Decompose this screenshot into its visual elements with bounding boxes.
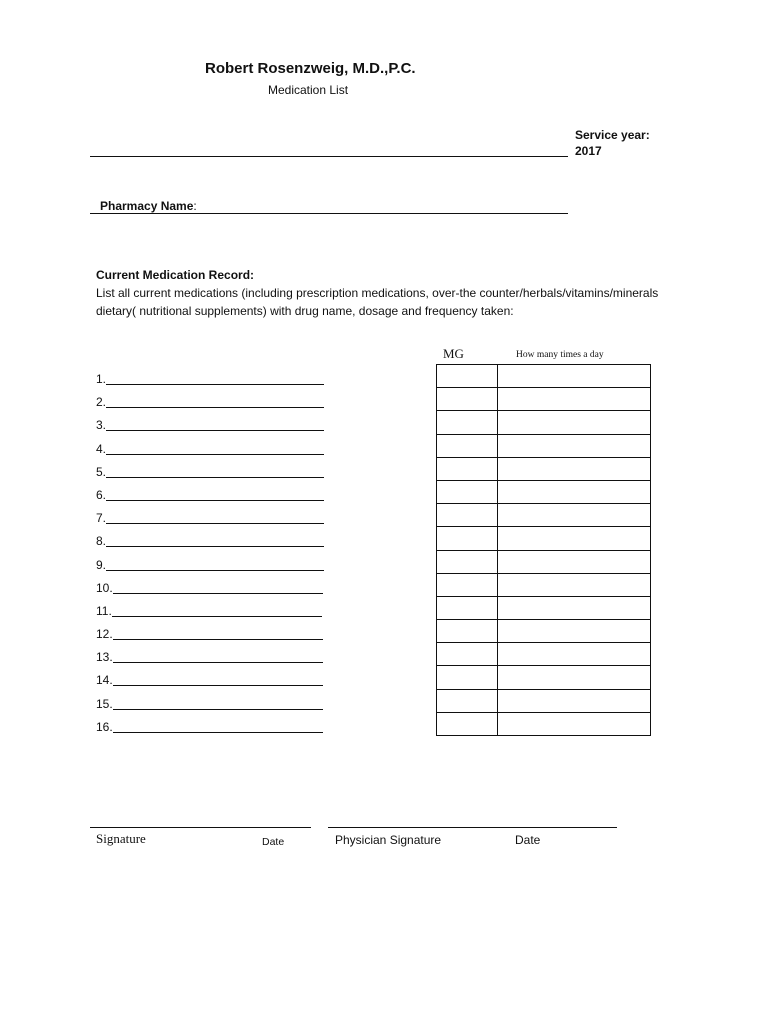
- medication-record-heading: Current Medication Record:: [96, 268, 255, 282]
- frequency-cell[interactable]: [498, 666, 651, 689]
- medication-name-input-line[interactable]: [106, 534, 324, 547]
- service-year-input-line[interactable]: [90, 156, 568, 157]
- mg-cell[interactable]: [437, 596, 498, 619]
- frequency-cell[interactable]: [498, 411, 651, 434]
- mg-cell[interactable]: [437, 434, 498, 457]
- medication-number: 3.: [96, 418, 107, 433]
- frequency-cell[interactable]: [498, 550, 651, 573]
- medication-number: 14.: [96, 673, 113, 688]
- table-row: [437, 666, 651, 689]
- frequency-cell[interactable]: [498, 504, 651, 527]
- medication-name-input-line[interactable]: [106, 418, 324, 431]
- medication-name-input-line[interactable]: [106, 465, 324, 478]
- medication-row: [96, 488, 324, 511]
- medication-name-input-line[interactable]: [106, 442, 324, 455]
- mg-cell[interactable]: [437, 643, 498, 666]
- mg-cell[interactable]: [437, 457, 498, 480]
- mg-cell[interactable]: [437, 388, 498, 411]
- medication-row: [96, 418, 324, 441]
- column-header-frequency: How many times a day: [516, 350, 604, 360]
- physician-signature-label: Physician Signature: [335, 833, 442, 847]
- signature-input-line[interactable]: [90, 827, 311, 828]
- medication-row: [96, 581, 324, 604]
- physician-signature-input-line[interactable]: [328, 827, 617, 828]
- medication-number: 5.: [96, 464, 107, 479]
- table-row: [437, 480, 651, 503]
- medication-name-input-line[interactable]: [112, 604, 322, 617]
- table-row: [437, 643, 651, 666]
- medication-number: 16.: [96, 719, 113, 734]
- medication-row: [96, 673, 324, 696]
- frequency-cell[interactable]: [498, 388, 651, 411]
- medication-row: [96, 372, 324, 395]
- medication-name-input-line[interactable]: [113, 720, 323, 733]
- mg-cell[interactable]: [437, 712, 498, 735]
- frequency-cell[interactable]: [498, 643, 651, 666]
- practice-title: Robert Rosenzweig, M.D.,P.C.: [205, 60, 416, 77]
- medication-row: [96, 627, 324, 650]
- medication-row: [96, 395, 324, 418]
- mg-cell[interactable]: [437, 480, 498, 503]
- dosage-frequency-table: [436, 364, 651, 736]
- medication-row: [96, 604, 324, 627]
- medication-number: 13.: [96, 650, 113, 665]
- medication-number: 1.: [96, 372, 107, 386]
- mg-cell[interactable]: [437, 666, 498, 689]
- pharmacy-name-colon: :: [193, 199, 197, 213]
- frequency-cell[interactable]: [498, 689, 651, 712]
- medication-row: [96, 465, 324, 488]
- table-row: [437, 689, 651, 712]
- medication-number: 9.: [96, 557, 107, 572]
- table-row: [437, 550, 651, 573]
- table-row: [437, 712, 651, 735]
- mg-cell[interactable]: [437, 550, 498, 573]
- table-row: [437, 573, 651, 596]
- medication-name-input-line[interactable]: [113, 697, 323, 710]
- medication-number: 8.: [96, 534, 107, 549]
- mg-cell[interactable]: [437, 411, 498, 434]
- medication-row: [96, 558, 324, 581]
- frequency-cell[interactable]: [498, 457, 651, 480]
- medication-name-input-line[interactable]: [106, 372, 324, 385]
- medication-row: [96, 650, 324, 673]
- service-year-value: 2017: [575, 144, 602, 158]
- signature-label: Signature: [96, 831, 146, 846]
- mg-cell[interactable]: [437, 620, 498, 643]
- pharmacy-name-label: [100, 199, 197, 213]
- medication-row: [96, 534, 324, 557]
- frequency-cell[interactable]: [498, 434, 651, 457]
- frequency-cell[interactable]: [498, 620, 651, 643]
- medication-name-input-line[interactable]: [106, 395, 324, 408]
- frequency-cell[interactable]: [498, 480, 651, 503]
- medication-name-input-line[interactable]: [106, 488, 324, 501]
- signature-date-label: Date: [262, 836, 285, 848]
- frequency-cell[interactable]: [498, 573, 651, 596]
- medication-name-input-line[interactable]: [113, 627, 323, 640]
- table-row: [437, 527, 651, 550]
- instructions-line-1: List all current medications (including prescription medications, over-the counter/herbals/vitamins/minerals: [96, 286, 659, 300]
- frequency-cell[interactable]: [498, 596, 651, 619]
- medication-name-input-line[interactable]: [113, 673, 323, 686]
- medication-number: 12.: [96, 627, 113, 642]
- mg-cell[interactable]: [437, 365, 498, 388]
- medication-number: 7.: [96, 511, 107, 526]
- medication-row: [96, 442, 324, 465]
- medication-number: 6.: [96, 487, 107, 502]
- medication-number: 2.: [96, 395, 107, 410]
- table-row: [437, 620, 651, 643]
- column-header-mg: MG: [443, 346, 464, 361]
- frequency-cell[interactable]: [498, 527, 651, 550]
- medication-name-input-line[interactable]: [113, 581, 323, 594]
- table-row: [437, 388, 651, 411]
- physician-date-label: Date: [515, 833, 541, 847]
- medication-name-input-line[interactable]: [106, 558, 324, 571]
- medication-list: [96, 372, 324, 743]
- table-row: [437, 434, 651, 457]
- pharmacy-name-input-line[interactable]: [90, 213, 568, 214]
- medication-number: 4.: [96, 441, 107, 456]
- medication-name-input-line[interactable]: [106, 511, 324, 524]
- table-row: [437, 504, 651, 527]
- mg-cell[interactable]: [437, 504, 498, 527]
- table-row: [437, 411, 651, 434]
- medication-row: [96, 511, 324, 534]
- instructions-line-2: dietary( nutritional supplements) with drug name, dosage and frequency taken:: [96, 304, 514, 318]
- table-row: [437, 457, 651, 480]
- mg-cell[interactable]: [437, 689, 498, 712]
- table-row: [437, 596, 651, 619]
- medication-number: 15.: [96, 696, 113, 711]
- frequency-cell[interactable]: [498, 365, 651, 388]
- frequency-cell[interactable]: [498, 712, 651, 735]
- medication-row: [96, 720, 324, 743]
- medication-row: [96, 697, 324, 720]
- mg-cell[interactable]: [437, 527, 498, 550]
- table-row: [437, 365, 651, 388]
- medication-number: 11.: [96, 603, 112, 618]
- medication-number: 10.: [96, 580, 113, 595]
- mg-cell[interactable]: [437, 573, 498, 596]
- service-year-label: Service year:: [575, 128, 650, 142]
- pharmacy-name-label-text: Pharmacy Name: [100, 199, 194, 213]
- medication-name-input-line[interactable]: [113, 650, 323, 663]
- document-subtitle: Medication List: [268, 83, 349, 97]
